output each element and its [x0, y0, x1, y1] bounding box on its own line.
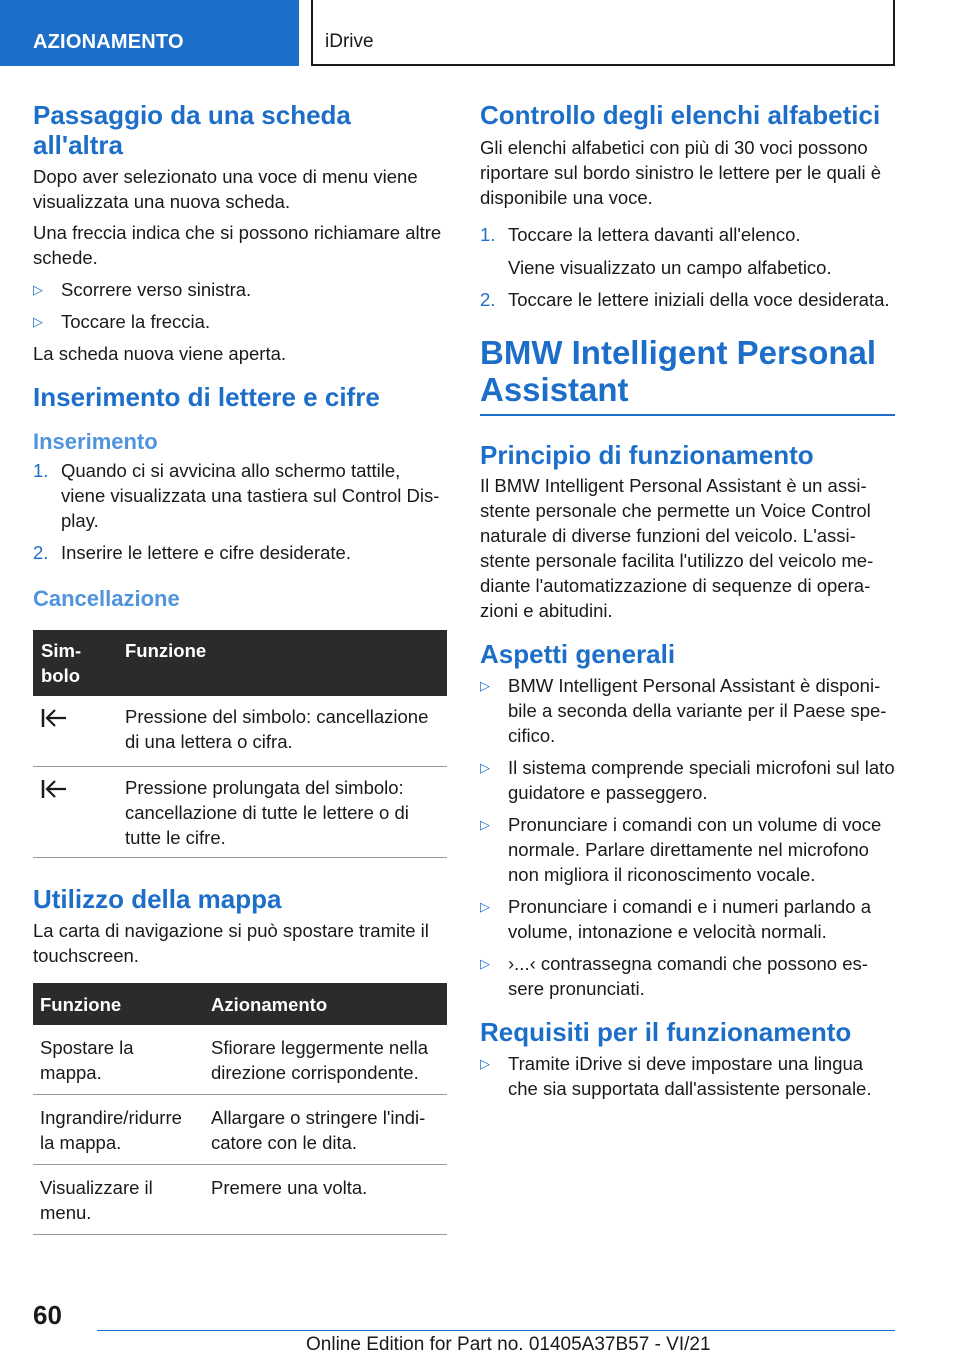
page-header	[0, 0, 960, 66]
table-cell: Visualizzare il menu.	[33, 1165, 205, 1235]
table-row	[33, 1095, 447, 1165]
paragraph: Il BMW Intelligent Personal Assistant è un assistente personale che permette un Voice Control naturale di diverse funzioni del veicolo. L'assistente personale facilita l'utilizzo del veicolo mediante l'automatizzazione di sequenze di operazioni e abitudini.	[480, 475, 874, 621]
chapter-title: iDrive	[325, 31, 374, 52]
table-cell: Spostare la mappa.	[33, 1025, 205, 1095]
table-cell: Premere una volta.	[205, 1165, 447, 1235]
backspace-arrow-icon	[41, 708, 67, 728]
table-row	[33, 1025, 447, 1095]
table-header-cell: Simbolo	[33, 630, 119, 696]
bullet-list	[480, 673, 895, 1001]
paragraph: La scheda nuova viene aperta.	[33, 343, 287, 364]
backspace-arrow-icon	[41, 779, 67, 799]
list-item: 1. Quando ci si avvicina allo schermo tattile, viene visualizzata una tastiera sul Control Display.	[33, 460, 440, 531]
left-column	[33, 100, 447, 1235]
subheading-delete: Cancellazione	[33, 586, 180, 611]
list-item: 1. Toccare la lettera davanti all'elenco.	[480, 224, 801, 245]
map-table	[33, 983, 447, 1235]
table-header-cell: Funzione	[119, 630, 447, 696]
bullet-list	[480, 1051, 895, 1101]
list-item: ▷ Tramite iDrive si deve impostare una lingua che sia supportata dall'assistente personale.	[480, 1053, 872, 1099]
subheading-input: Inserimento	[33, 429, 158, 454]
table-row	[33, 696, 447, 767]
triangle-right-icon: ▷	[33, 314, 43, 329]
heading-alpha-lists: Controllo degli elenchi alfabetici	[480, 100, 881, 130]
table-cell: Sfiorare leggermente nella direzione corrispondente.	[205, 1025, 447, 1095]
heading-general: Aspetti generali	[480, 639, 676, 669]
numbered-list	[33, 458, 447, 565]
delete-symbol-table	[33, 630, 447, 858]
paragraph: La carta di navigazione si può spostare tramite il touchscreen.	[33, 920, 429, 966]
heading-map: Utilizzo della mappa	[33, 884, 282, 914]
heading-requirements: Requisiti per il funzionamento	[480, 1017, 852, 1047]
right-column	[480, 100, 895, 1101]
list-item: 2. Toccare le lettere iniziali della voce desiderata.	[480, 289, 890, 310]
table-header-row	[33, 630, 447, 696]
triangle-right-icon: ▷	[480, 760, 490, 775]
heading-bmw-assistant: BMW Intelligent Personal Assistant	[480, 334, 877, 408]
numbered-list	[480, 222, 895, 312]
table-header-cell: Funzione	[33, 983, 205, 1025]
paragraph: Una freccia indica che si possono richiamare altre schede.	[33, 222, 442, 268]
section-title: AZIONAMENTO	[33, 31, 184, 53]
triangle-right-icon: ▷	[480, 1056, 490, 1071]
table-cell: Pressione prolungata del simbolo: cancellazione di tutte le lettere o di tutte le cifre.	[119, 767, 447, 858]
list-item: ▷ Toccare la freccia.	[33, 311, 211, 332]
triangle-right-icon: ▷	[480, 899, 490, 914]
heading-switch-tab: Passaggio da una scheda all'altra	[33, 100, 351, 160]
bullet-list	[33, 277, 447, 334]
list-item: ▷ BMW Intelligent Personal Assistant è disponibile a seconda della variante per il Paese specifico.	[480, 675, 887, 746]
list-item: ▷ Pronunciare i comandi con un volume di voce normale. Parlare direttamente nel microfono non migliora il riconoscimento vocale.	[480, 814, 882, 885]
chapter-tab	[311, 0, 895, 66]
table-header-row	[33, 983, 447, 1025]
list-item-result: Viene visualizzato un campo alfabetico.	[508, 257, 832, 278]
table-cell: Allargare o stringere l'indicatore con le dita.	[205, 1095, 447, 1165]
edition-text: Online Edition for Part no. 01405A37B57 - VI/21	[306, 1334, 711, 1355]
list-item: ▷ ›...‹ contrassegna comandi che possono essere pronunciati.	[480, 953, 868, 999]
heading-principle: Principio di funzionamento	[480, 440, 814, 470]
triangle-right-icon: ▷	[480, 678, 490, 693]
table-cell: Ingrandire/ridurre la mappa.	[33, 1095, 205, 1165]
triangle-right-icon: ▷	[480, 817, 490, 832]
section-tab	[0, 0, 299, 66]
paragraph: Gli elenchi alfabetici con più di 30 voci possono riportare sul bordo sinistro le lettere per le quali è disponibile una voce.	[480, 137, 882, 208]
table-row	[33, 1165, 447, 1235]
list-item: ▷ Pronunciare i comandi e i numeri parlando a volume, intonazione e velocità normali.	[480, 896, 872, 942]
table-row	[33, 767, 447, 858]
paragraph: Dopo aver selezionato una voce di menu viene visualizzata una nuova scheda.	[33, 166, 418, 212]
table-header-cell: Azionamento	[205, 983, 447, 1025]
table-cell: Pressione del simbolo: cancellazione di una lettera o cifra.	[119, 696, 447, 767]
triangle-right-icon: ▷	[480, 956, 490, 971]
triangle-right-icon: ▷	[33, 282, 43, 297]
page-number: 60	[33, 1300, 62, 1330]
heading-rule	[480, 414, 895, 416]
list-item: ▷ Scorrere verso sinistra.	[33, 279, 252, 300]
list-item: 2. Inserire le lettere e cifre desiderate.	[33, 542, 351, 563]
footer-rule	[97, 1330, 895, 1331]
list-item: ▷ Il sistema comprende speciali microfoni sul lato guidatore e passeggero.	[480, 757, 895, 803]
heading-letters: Inserimento di lettere e cifre	[33, 382, 380, 412]
